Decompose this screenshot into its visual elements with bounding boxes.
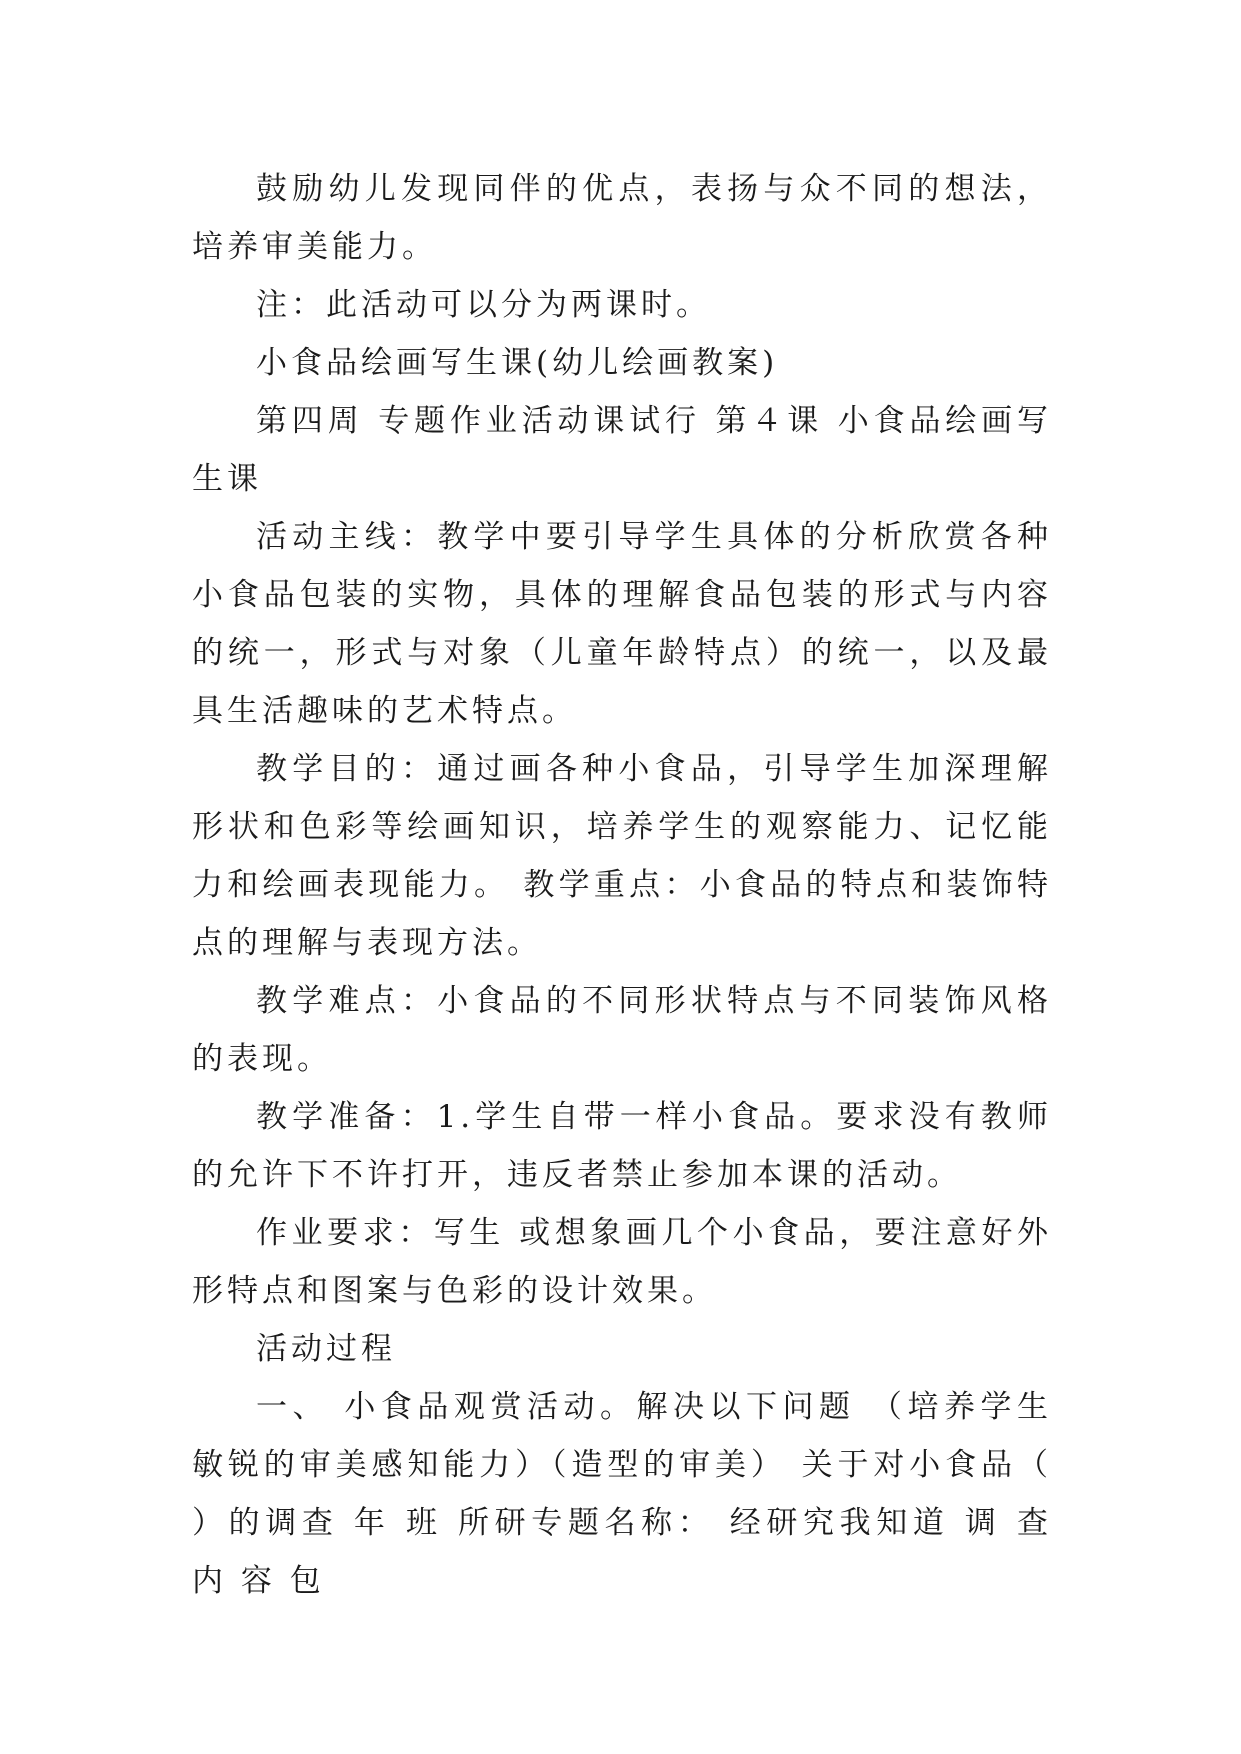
paragraph: 活动主线：教学中要引导学生具体的分析欣赏各种小食品包装的实物，具体的理解食品包装的形式与内容的统一，形式与对象（儿童年龄特点）的统一，以及最具生活趣味的艺术特点。 (192, 519, 1052, 729)
document-body (192, 160, 1052, 1610)
paragraph: 教学目的：通过画各种小食品，引导学生加深理解形状和色彩等绘画知识，培养学生的观察能力、记忆能力和绘画表现能力。 教学重点：小食品的特点和装饰特点的理解与表现方法。 (192, 751, 1052, 961)
paragraph: 活动过程 (256, 1331, 396, 1367)
paragraph: 注：此活动可以分为两课时。 (256, 287, 711, 323)
paragraph: 鼓励幼儿发现同伴的优点，表扬与众不同的想法，培养审美能力。 (192, 171, 1052, 265)
paragraph: 作业要求：写生 或想象画几个小食品，要注意好外形特点和图案与色彩的设计效果。 (192, 1215, 1052, 1309)
paragraph: 小食品绘画写生课(幼儿绘画教案) (256, 345, 779, 381)
paragraph: 一、 小食品观赏活动。解决以下问题 （培养学生敏锐的审美感知能力）（造型的审美） 关于对小食品（ ）的调查 年 班 所研专题名称： 经研究我知道 调 查 内 容 包 (192, 1389, 1052, 1599)
paragraph: 教学准备：1.学生自带一样小食品。要求没有教师的允许下不许打开，违反者禁止参加本课的活动。 (192, 1099, 1052, 1193)
paragraph: 第四周 专题作业活动课试行 第４课 小食品绘画写生课 (192, 403, 1052, 497)
paragraph: 教学难点：小食品的不同形状特点与不同装饰风格的表现。 (192, 983, 1052, 1077)
